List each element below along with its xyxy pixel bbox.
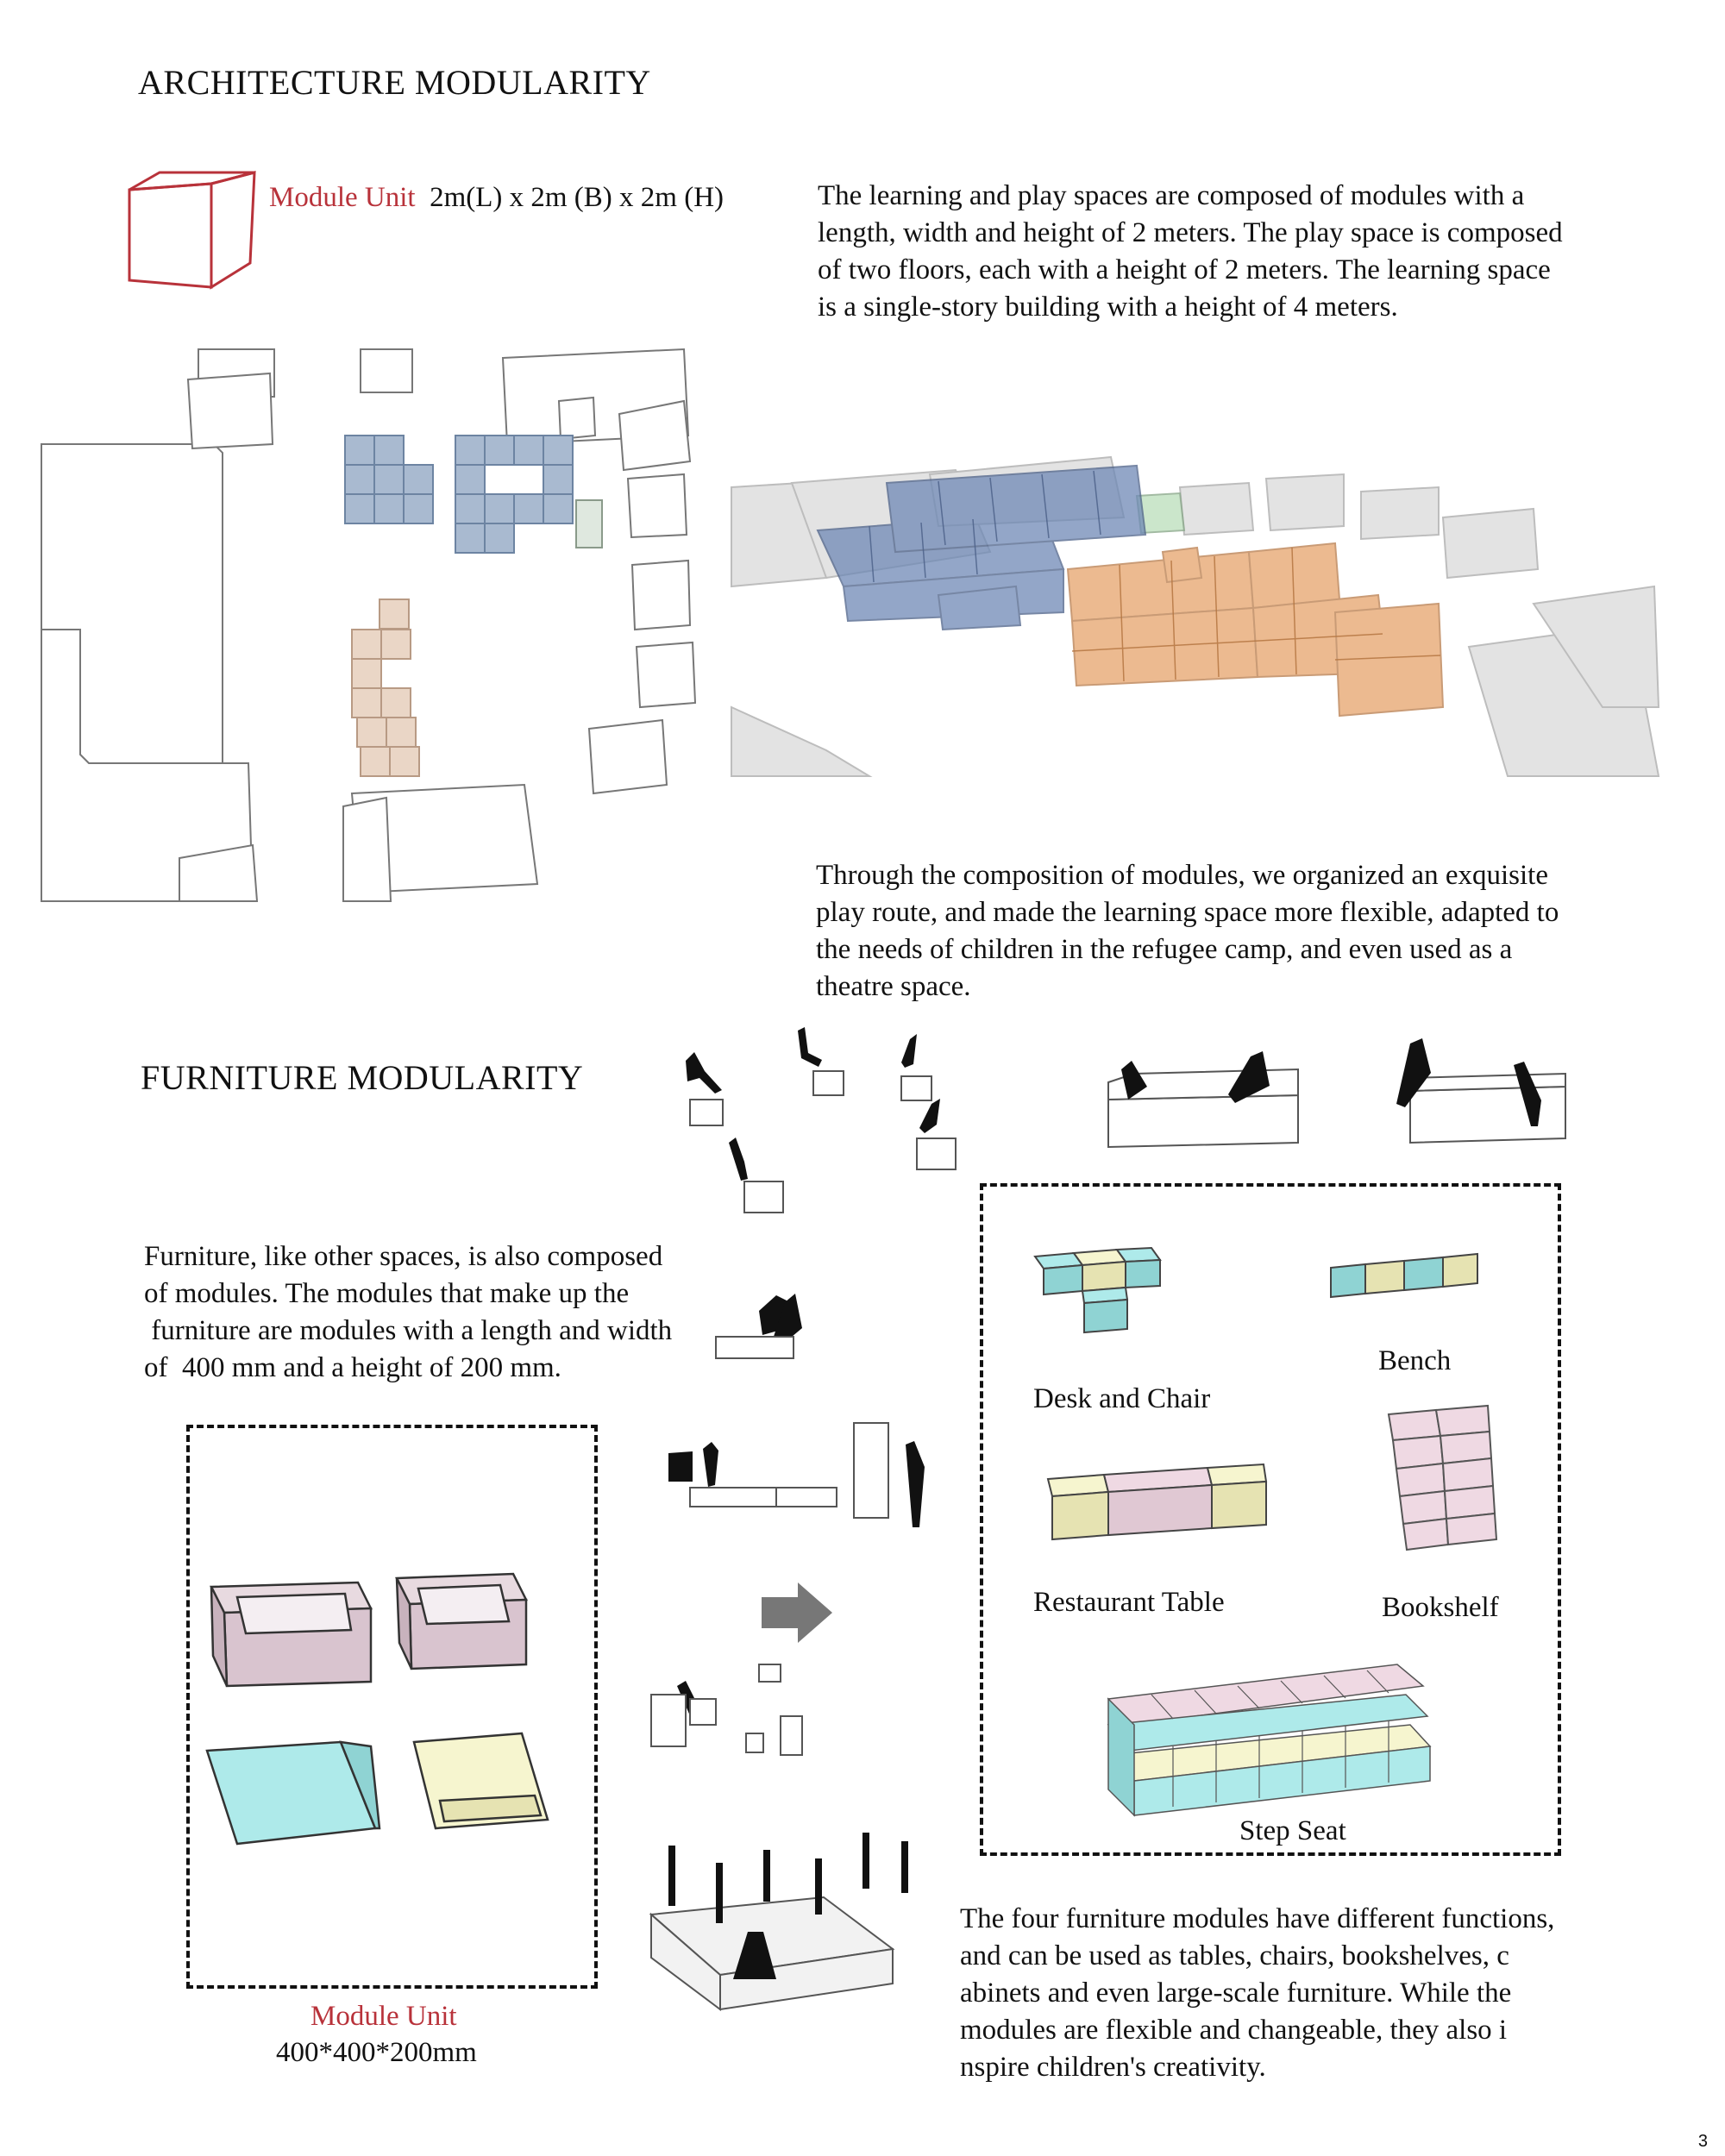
bookshelf-label: Bookshelf [1382, 1592, 1499, 1623]
text-line: The four furniture modules have different functions, [960, 1903, 1555, 1934]
text-line: furniture are modules with a length and width [144, 1315, 673, 1346]
restaurant-table-label: Restaurant Table [1033, 1587, 1225, 1618]
furniture-module-unit-label: Module Unit [310, 2001, 457, 2032]
massing-model-drawing [731, 448, 1659, 776]
step-seat-drawing [1104, 1651, 1436, 1820]
desk-and-chair-label: Desk and Chair [1033, 1383, 1211, 1414]
bench-drawing [1327, 1250, 1486, 1307]
furniture-title: FURNITURE MODULARITY [141, 1058, 584, 1097]
text-line: the needs of children in the refugee camp, and even used as a [816, 934, 1513, 965]
bookshelf-drawing [1384, 1401, 1501, 1552]
module-cube-icon [125, 168, 263, 293]
bench-scenario-drawing [1100, 1031, 1583, 1151]
furniture-scenarios-drawing [643, 1018, 1005, 2027]
furniture-closing-description [960, 1901, 1667, 2086]
text-line: The learning and play spaces are composed of modules with a [818, 180, 1525, 211]
text-line: and can be used as tables, chairs, bookshelves, c [960, 1940, 1509, 1971]
site-plan-drawing [41, 349, 731, 901]
page-number: 3 [1697, 2132, 1708, 2151]
text-line: Furniture, like other spaces, is also composed [144, 1241, 663, 1272]
text-line: of 400 mm and a height of 200 mm. [144, 1352, 561, 1383]
text-line: of modules. The modules that make up the [144, 1278, 630, 1309]
text-line: play route, and made the learning space more flexible, adapted to [816, 897, 1559, 928]
text-line: theatre space. [816, 971, 971, 1002]
bench-label: Bench [1378, 1345, 1452, 1376]
text-line: abinets and even large-scale furniture. While the [960, 1977, 1512, 2009]
module-unit-dims: 2m(L) x 2m (B) x 2m (H) [430, 182, 724, 213]
composition-description [816, 857, 1678, 1006]
text-line: modules are flexible and changeable, they also i [960, 2015, 1508, 2046]
furniture-module-unit-dims: 400*400*200mm [276, 2037, 477, 2068]
text-line: is a single-story building with a height of 4 meters. [818, 291, 1398, 323]
step-seat-label: Step Seat [1239, 1815, 1346, 1846]
module-unit-label: Module Unit [269, 182, 416, 213]
desk-and-chair-drawing [1031, 1246, 1186, 1337]
text-line: Through the composition of modules, we organized an exquisite [816, 860, 1548, 891]
architecture-description [818, 178, 1680, 326]
text-line: of two floors, each with a height of 2 meters. The learning space [818, 254, 1551, 285]
restaurant-table-drawing [1044, 1457, 1272, 1557]
text-line: length, width and height of 2 meters. The play space is composed [818, 217, 1563, 248]
architecture-title: ARCHITECTURE MODULARITY [138, 63, 651, 102]
text-line: nspire children's creativity. [960, 2052, 1266, 2083]
module-unit-row [269, 179, 724, 216]
module-unit-drawing [203, 1570, 582, 1897]
